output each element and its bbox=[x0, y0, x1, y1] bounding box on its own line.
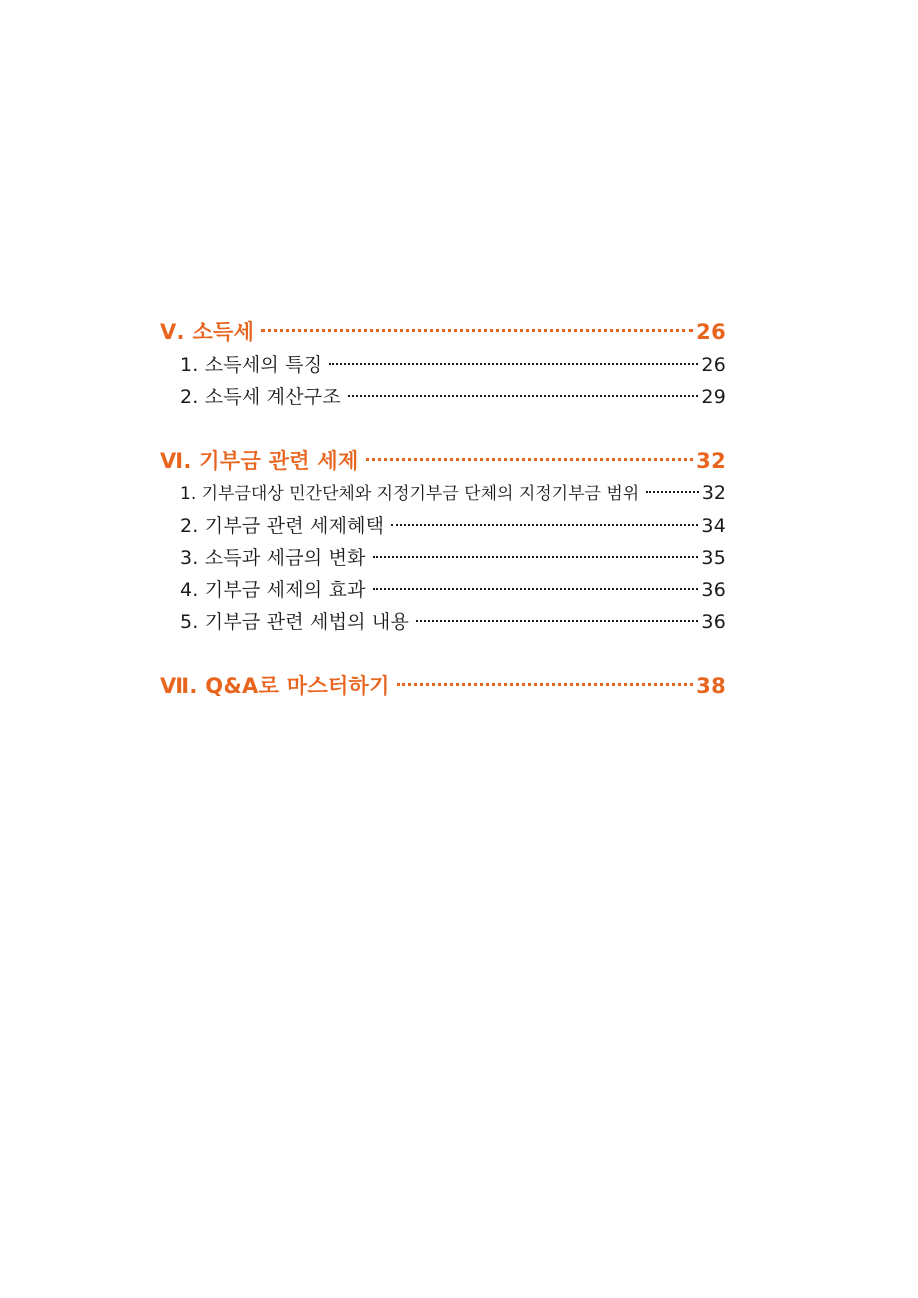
page-number: 32 bbox=[696, 449, 726, 473]
item-title: 2. 기부금 관련 세제혜택 bbox=[180, 515, 385, 537]
dot-leader bbox=[329, 363, 698, 365]
page-number: 38 bbox=[696, 674, 726, 698]
page-number: 29 bbox=[701, 386, 726, 408]
dot-leader bbox=[646, 491, 699, 493]
item-title: 2. 소득세 계산구조 bbox=[180, 386, 341, 408]
page-number: 26 bbox=[701, 354, 726, 376]
page-number: 34 bbox=[701, 515, 726, 537]
item-title: 5. 기부금 관련 세법의 내용 bbox=[180, 611, 410, 633]
item-title: 4. 기부금 세제의 효과 bbox=[180, 579, 366, 601]
chapter-title: Ⅵ. 기부금 관련 세제 bbox=[160, 449, 359, 473]
toc-item[interactable] bbox=[160, 607, 726, 639]
item-title: 3. 소득과 세금의 변화 bbox=[180, 547, 366, 569]
toc-chapter-5[interactable] bbox=[160, 316, 726, 350]
dot-leader bbox=[416, 620, 698, 622]
chapter-title: Ⅴ. 소득세 bbox=[160, 320, 255, 344]
page-number: 36 bbox=[701, 579, 726, 601]
toc-item[interactable] bbox=[160, 511, 726, 543]
section-gap bbox=[160, 639, 726, 670]
toc-item[interactable] bbox=[160, 350, 726, 382]
chapter-title: Ⅶ. Q&A로 마스터하기 bbox=[160, 674, 390, 698]
toc-item[interactable] bbox=[160, 382, 726, 414]
toc-chapter-6[interactable] bbox=[160, 445, 726, 479]
dot-leader bbox=[261, 329, 693, 332]
page-number: 35 bbox=[701, 547, 726, 569]
item-title: 1. 기부금대상 민간단체와 지정기부금 단체의 지정기부금 범위 bbox=[180, 484, 640, 504]
item-title: 1. 소득세의 특징 bbox=[180, 354, 323, 376]
toc-chapter-7[interactable] bbox=[160, 670, 726, 704]
dot-leader bbox=[366, 458, 694, 461]
dot-leader bbox=[397, 683, 693, 686]
table-of-contents bbox=[160, 316, 726, 704]
dot-leader bbox=[348, 395, 699, 397]
page-number: 26 bbox=[696, 320, 726, 344]
dot-leader bbox=[373, 556, 699, 558]
dot-leader bbox=[391, 524, 698, 526]
toc-item[interactable] bbox=[160, 479, 726, 511]
toc-item[interactable] bbox=[160, 575, 726, 607]
dot-leader bbox=[373, 588, 699, 590]
toc-item[interactable] bbox=[160, 543, 726, 575]
page-number: 32 bbox=[701, 482, 726, 504]
section-gap bbox=[160, 414, 726, 445]
page-number: 36 bbox=[701, 611, 726, 633]
